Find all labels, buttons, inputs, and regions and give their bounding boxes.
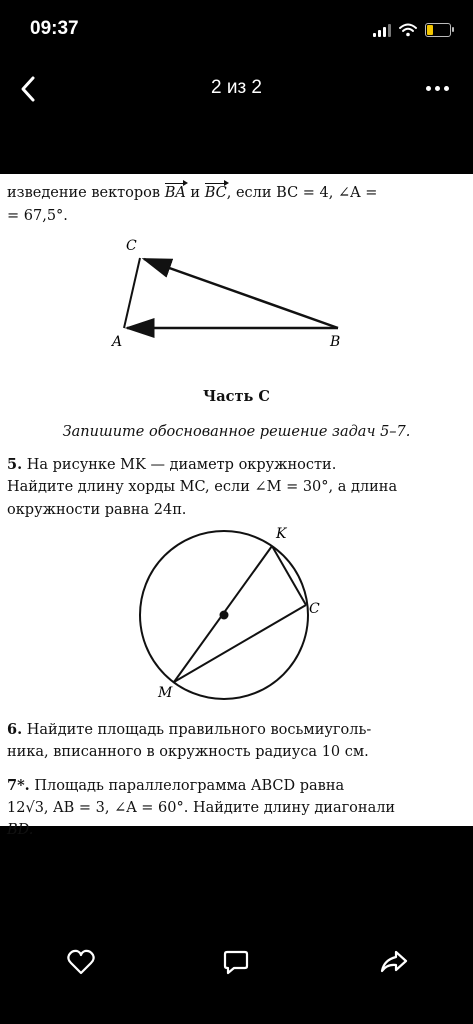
share-button[interactable]	[374, 942, 414, 982]
share-icon	[380, 950, 408, 974]
text-fragment: , если BC = 4, ∠A =	[226, 185, 378, 201]
circle-center	[220, 611, 229, 620]
vector-ba: BA	[164, 185, 186, 201]
nav-bar	[0, 58, 473, 120]
task6-line: ника, вписанного в окружность радиуса 10 см.	[7, 744, 369, 760]
text-fragment: Площадь параллелограмма ABCD равна	[29, 778, 345, 794]
task-number: 5.	[7, 456, 23, 473]
text-fragment: и	[185, 185, 205, 201]
task5-line: окружности равна 24π.	[7, 502, 187, 518]
vertex-label-c: C	[126, 238, 137, 254]
status-time: 09:37	[30, 18, 79, 39]
status-bar	[0, 0, 473, 58]
page-counter: 2 из 2	[210, 77, 263, 98]
battery-icon	[425, 23, 451, 37]
text-fragment: На рисунке MK — диаметр окружности.	[22, 457, 337, 473]
more-options-button[interactable]	[415, 70, 459, 106]
task-number: 7*.	[7, 777, 30, 794]
point-label-m: M	[158, 685, 173, 701]
task7-line: 12√3, AB = 3, ∠A = 60°. Найдите длину диагонали	[7, 800, 396, 816]
task7-line	[7, 777, 466, 794]
status-icons	[373, 20, 451, 40]
vector-bc-arrow	[144, 259, 338, 328]
task-text-line: = 67,5°.	[7, 208, 68, 224]
point-label-k: K	[276, 526, 287, 542]
vertex-label-b: B	[330, 334, 341, 350]
comment-button[interactable]	[216, 942, 256, 982]
wifi-icon	[399, 23, 417, 37]
task5-line	[7, 456, 466, 473]
comment-icon	[223, 949, 249, 975]
point-label-c: C	[309, 601, 320, 617]
side-ac	[124, 258, 140, 328]
bottom-toolbar	[0, 930, 473, 990]
task-number: 6.	[7, 721, 23, 738]
circle-figure	[0, 514, 473, 714]
section-instruction: Запишите обоснованное решение задач 5–7.	[62, 424, 411, 440]
triangle-figure	[0, 174, 473, 374]
heart-icon	[67, 949, 95, 975]
section-title: Часть С	[203, 388, 270, 405]
chord-kc	[272, 546, 306, 605]
signal-icon	[373, 23, 391, 37]
vector-bc: BC	[204, 185, 227, 201]
vertex-label-a: A	[112, 334, 123, 350]
more-icon	[426, 86, 431, 91]
task7-line: BD.	[7, 822, 34, 838]
like-button[interactable]	[61, 942, 101, 982]
text-fragment: изведение векторов	[7, 185, 165, 201]
text-fragment: Найдите площадь правильного восьмиуголь-	[22, 722, 372, 738]
task5-line: Найдите длину хорды MC, если ∠M = 30°, а длина	[7, 479, 398, 495]
document-page	[0, 174, 473, 838]
task6-line	[7, 721, 466, 738]
